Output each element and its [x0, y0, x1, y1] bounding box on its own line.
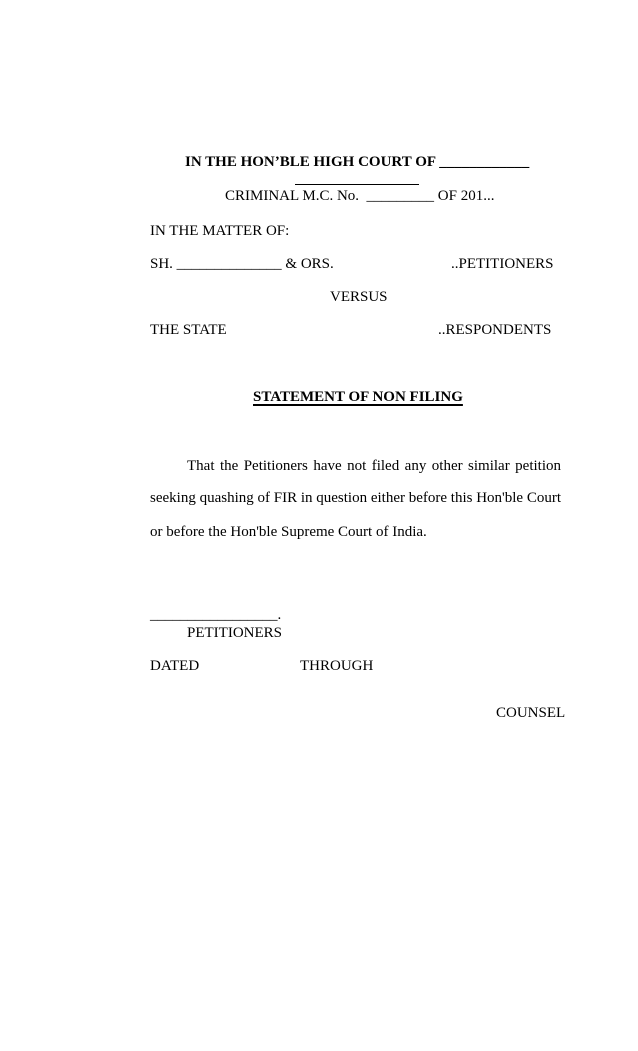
petitioner-name: SH. ______________ & ORS. — [150, 256, 334, 272]
respondent-role: ..RESPONDENTS — [438, 322, 552, 338]
statement-title: STATEMENT OF NON FILING — [253, 389, 463, 405]
petitioner-role: ..PETITIONERS — [451, 256, 554, 272]
matter-label: IN THE MATTER OF: — [150, 223, 290, 239]
respondent-name: THE STATE — [150, 322, 227, 338]
through-label: THROUGH — [300, 658, 374, 674]
signature-blank: _________________. — [150, 607, 282, 623]
court-heading: IN THE HON’BLE HIGH COURT OF ____________ — [185, 154, 530, 170]
statement-line: That the Petitioners have not filed any other similar petition — [187, 458, 561, 474]
dated-label: DATED — [150, 658, 200, 674]
counsel-label: COUNSEL — [496, 705, 566, 721]
case-number-line: CRIMINAL M.C. No. _________ OF 201... — [225, 188, 495, 204]
statement-line: seeking quashing of FIR in question either before this Hon'ble Court — [150, 490, 561, 506]
heading-rule — [295, 184, 419, 185]
versus-label: VERSUS — [330, 289, 388, 305]
statement-line: or before the Hon'ble Supreme Court of India. — [150, 524, 427, 540]
signature-label: PETITIONERS — [187, 625, 282, 641]
